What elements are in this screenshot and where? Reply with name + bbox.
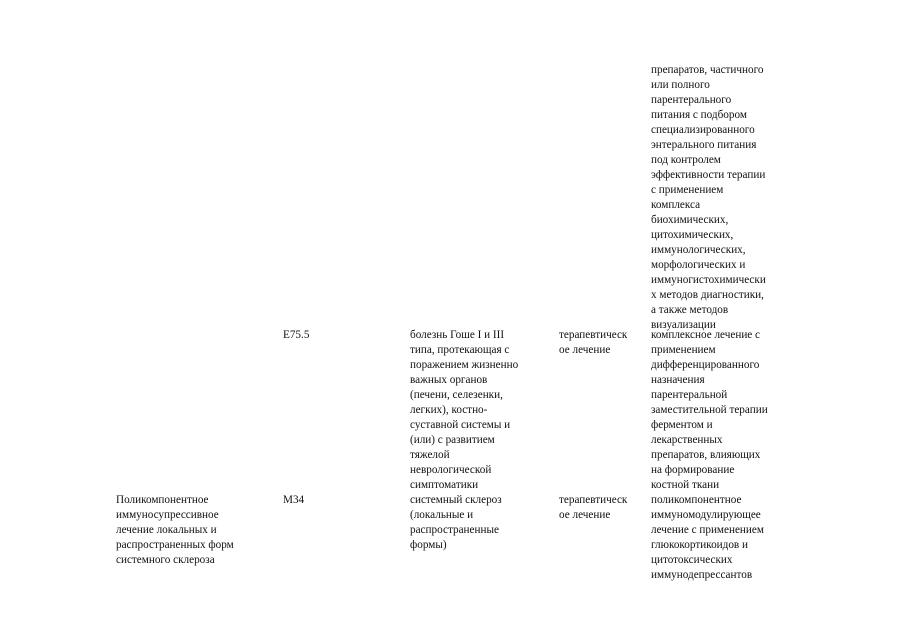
table-cell-method: комплексное лечение с применением дифференцированного назначения парентеральной заместительной терапии ферментом и лекарственных препаратов, влияющих на формирование костной ткани	[651, 329, 768, 491]
table-cell-name: Поликомпонентное иммуносупрессивное лечение локальных и распространенных форм системного склероза	[116, 494, 234, 566]
table-cell-code: E75.5	[283, 329, 310, 341]
table-cell-method: препаратов, частичного или полного парентерального питания с подбором специализированного энтерального питания под контролем эффективности терапии с применением комплекса биохимических, цитохимических, иммунологических, морфологических и иммуногистохимически х методов диагностики, а также методов визуализации	[651, 64, 766, 331]
table-cell-method: поликомпонентное иммуномодулирующее лечение с применением глюкокортикоидов и цитотоксических иммунодепрессантов	[651, 494, 764, 581]
table-cell-disease: болезнь Гоше I и III типа, протекающая с поражением жизненно важных органов (печени, селезенки, легких), костно- суставной системы и (или) с развитием тяжелой неврологической симптоматики	[410, 329, 519, 491]
table-cell-treatment-type: терапевтическ ое лечение	[559, 329, 628, 356]
table-cell-treatment-type: терапевтическ ое лечение	[559, 494, 628, 521]
table-cell-code: M34	[283, 494, 305, 506]
table-cell-disease: системный склероз (локальные и распространенные формы)	[410, 494, 502, 551]
